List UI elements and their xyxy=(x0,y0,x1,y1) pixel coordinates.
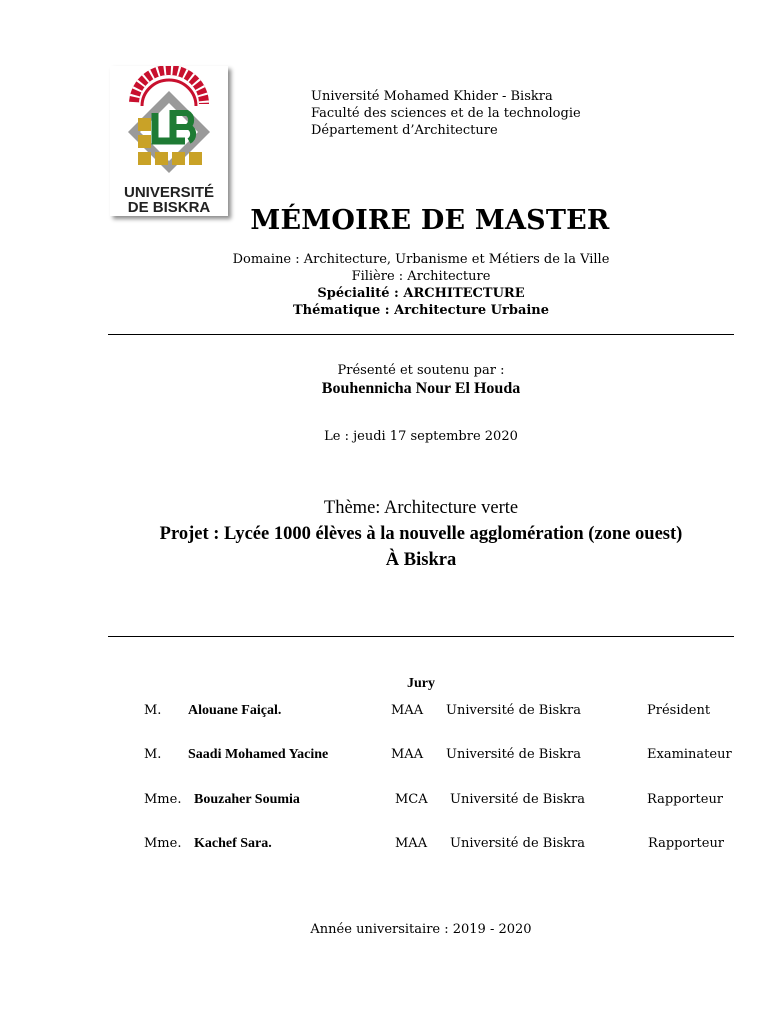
jury-member xyxy=(0,836,768,856)
jury-name: Saadi Mohamed Yacine xyxy=(188,747,329,762)
specialite-line: Spécialité : ARCHITECTURE xyxy=(317,286,525,301)
jury-member xyxy=(0,703,768,723)
jury-member xyxy=(0,747,768,767)
jury-role: Examinateur xyxy=(647,747,732,762)
program-info xyxy=(108,251,734,319)
jury-member xyxy=(0,792,768,812)
project-line: Projet : Lycée 1000 élèves à la nouvelle agglomération (zone ouest) xyxy=(159,524,683,544)
jury-grade: MAA xyxy=(395,836,428,851)
author-name: Bouhennicha Nour El Houda xyxy=(321,380,521,397)
jury-heading: Jury xyxy=(407,676,435,691)
jury-name: Alouane Faiçal. xyxy=(188,703,282,718)
institution-header xyxy=(311,88,581,139)
jury-title: M. xyxy=(144,747,162,762)
jury-institution: Université de Biskra xyxy=(450,836,585,851)
university-logo xyxy=(110,66,228,216)
theme-prefix: Thème: xyxy=(323,498,385,518)
place-line: À Biskra xyxy=(385,550,457,570)
svg-text:DE BISKRA: DE BISKRA xyxy=(127,199,211,216)
jury-grade: MAA xyxy=(391,747,424,762)
svg-text:UNIVERSITÉ: UNIVERSITÉ xyxy=(123,184,215,201)
theme-line xyxy=(108,495,734,521)
jury-institution: Université de Biskra xyxy=(450,792,585,807)
jury-grade: MCA xyxy=(395,792,428,807)
theme-block xyxy=(108,495,734,573)
defense-date: Le : jeudi 17 septembre 2020 xyxy=(324,429,518,444)
faculty-name: Faculté des sciences et de la technologie xyxy=(311,106,581,121)
department-name: Département d’Architecture xyxy=(311,123,498,138)
presented-label: Présenté et soutenu par : xyxy=(337,363,505,378)
theme-value: Architecture verte xyxy=(384,498,519,518)
divider-bottom xyxy=(108,636,734,637)
university-name: Université Mohamed Khider - Biskra xyxy=(311,89,553,104)
jury-role: Rapporteur xyxy=(648,836,725,851)
academic-year: Année universitaire : 2019 - 2020 xyxy=(310,922,532,937)
jury-role: Président xyxy=(647,703,711,718)
jury-role: Rapporteur xyxy=(647,792,724,807)
document-title: MÉMOIRE DE MASTER xyxy=(250,205,610,236)
jury-title: M. xyxy=(144,703,162,718)
jury-name: Bouzaher Soumia xyxy=(194,792,300,807)
university-crest-icon xyxy=(110,66,228,216)
divider-top xyxy=(108,334,734,335)
jury-institution: Université de Biskra xyxy=(446,747,581,762)
jury-title: Mme. xyxy=(144,792,182,807)
thematique-line: Thématique : Architecture Urbaine xyxy=(292,303,550,318)
domain-line: Domaine : Architecture, Urbanisme et Métiers de la Ville xyxy=(232,252,610,267)
jury-grade: MAA xyxy=(391,703,424,718)
filiere-line: Filière : Architecture xyxy=(351,269,491,284)
jury-institution: Université de Biskra xyxy=(446,703,581,718)
jury-name: Kachef Sara. xyxy=(194,836,272,851)
jury-title: Mme. xyxy=(144,836,182,851)
